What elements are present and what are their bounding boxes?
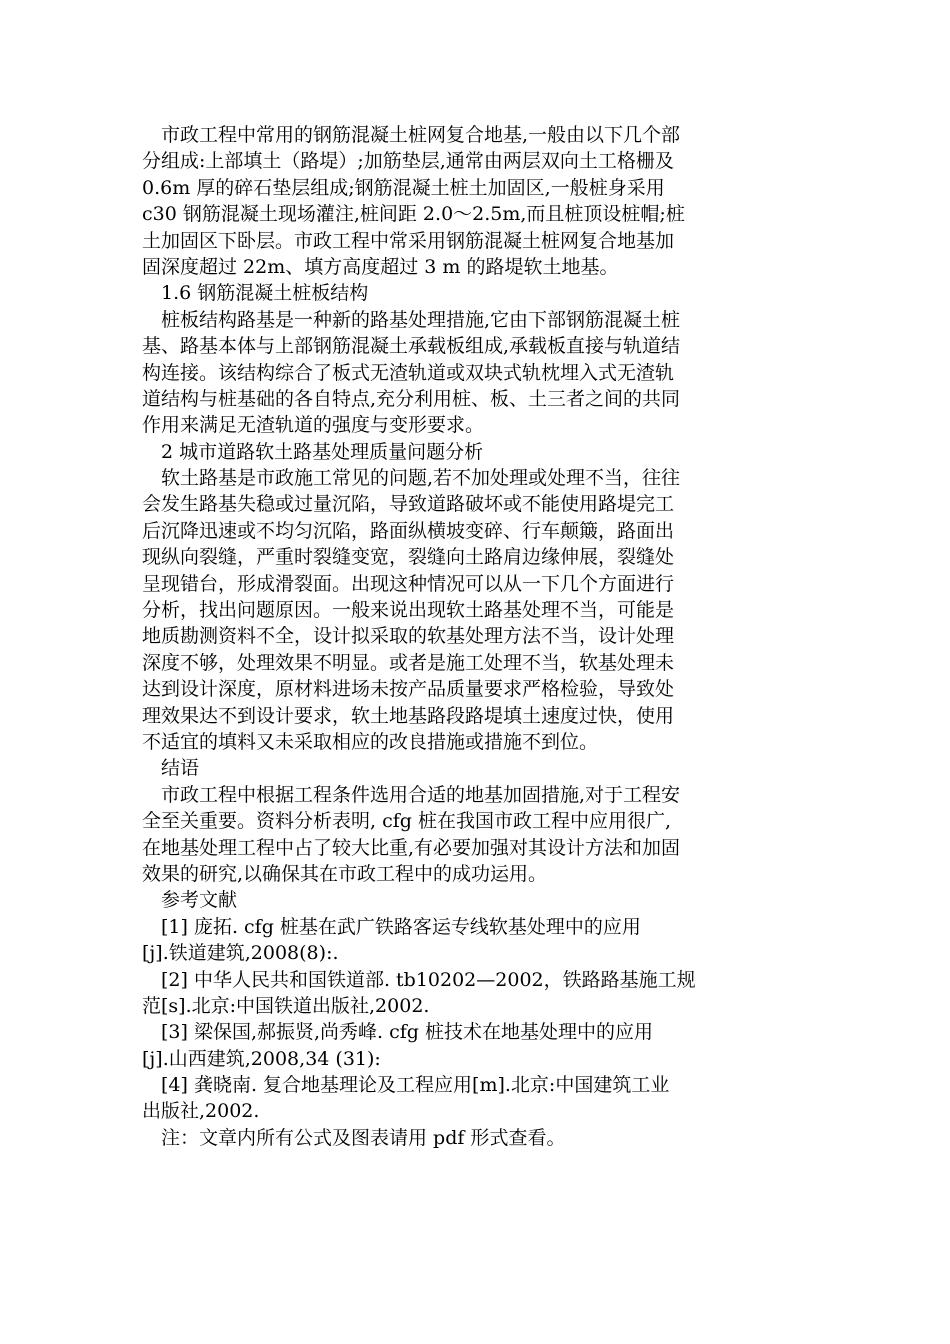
text-line: 市政工程中根据工程条件选用合适的地基加固措施,对于工程安	[142, 783, 681, 806]
text-line: 全至关重要。资料分析表明, cfg 桩在我国市政工程中应用很广,	[142, 810, 671, 833]
text-line: 会发生路基失稳或过量沉陷，导致道路破坏或不能使用路堤完工	[142, 493, 675, 516]
text-line: 市政工程中常用的钢筋混凝土桩网复合地基,一般由以下几个部	[142, 124, 681, 146]
section-heading: 2 城市道路软土路基处理质量问题分析	[142, 440, 484, 463]
reference-line: [4] 龚晓南. 复合地基理论及工程应用[m].北京:中国建筑工业	[142, 1074, 670, 1097]
text-line: 基、路基本体与上部钢筋混凝土承载板组成,承载板直接与轨道结	[142, 335, 681, 358]
reference-line: [1] 庞拓. cfg 桩基在武广铁路客运专线软基处理中的应用	[142, 915, 641, 938]
reference-line: 范[s].北京:中国铁道出版社,2002.	[142, 994, 430, 1017]
section-heading: 参考文献	[142, 889, 238, 912]
text-line: 理效果达不到设计要求，软土地基路段路堤填土速度过快，使用	[142, 704, 675, 727]
text-line: 分组成:上部填土（路堤）;加筋垫层,通常由两层双向土工格栅及	[142, 150, 674, 173]
text-line: 分析，找出问题原因。一般来说出现软土路基处理不当，可能是	[142, 599, 675, 622]
reference-line: [j].铁道建筑,2008(8):.	[142, 942, 339, 965]
text-line: 软土路基是市政施工常见的问题,若不加处理或处理不当，往往	[142, 467, 681, 490]
text-line: 达到设计深度，原材料进场未按产品质量要求严格检验，导致处	[142, 678, 675, 701]
text-line: c30 钢筋混凝土现场灌注,桩间距 2.0～2.5m,而且桩顶设桩帽;桩	[142, 203, 685, 226]
reference-line: [3] 梁保国,郝振贤,尚秀峰. cfg 桩技术在地基处理中的应用	[142, 1021, 653, 1044]
text-line: 0.6m 厚的碎石垫层组成;钢筋混凝土桩土加固区,一般桩身采用	[142, 176, 665, 199]
note-line: 注：文章内所有公式及图表请用 pdf 形式查看。	[142, 1126, 566, 1149]
section-heading: 1.6 钢筋混凝土桩板结构	[142, 282, 369, 305]
text-line: 作用来满足无渣轨道的强度与变形要求。	[142, 414, 485, 437]
text-line: 道结构与桩基础的各自特点,充分利用桩、板、土三者之间的共同	[142, 387, 681, 410]
text-line: 效果的研究,以确保其在市政工程中的成功运用。	[142, 862, 548, 885]
text-line: 呈现错台，形成滑裂面。出现这种情况可以从一下几个方面进行	[142, 572, 675, 595]
text-line: 土加固区下卧层。市政工程中常采用钢筋混凝土桩网复合地基加	[142, 229, 675, 252]
reference-line: 出版社,2002.	[142, 1100, 260, 1123]
reference-line: [2] 中华人民共和国铁道部. tb10202—2002，铁路路基施工规	[142, 968, 696, 991]
text-line: 现纵向裂缝，严重时裂缝变宽，裂缝向土路肩边缘伸展，裂缝处	[142, 546, 675, 569]
text-line: 构连接。该结构综合了板式无渣轨道或双块式轨枕埋入式无渣轨	[142, 361, 675, 384]
text-line: 在地基处理工程中占了较大比重,有必要加强对其设计方法和加固	[142, 836, 681, 859]
text-line: 固深度超过 22m、填方高度超过 3 m 的路堤软土地基。	[142, 255, 619, 278]
text-line: 不适宜的填料又未采取相应的改良措施或措施不到位。	[142, 730, 599, 753]
text-line: 后沉降迅速或不均匀沉陷，路面纵横坡变碎、行车颠簸，路面出	[142, 519, 675, 542]
reference-line: [j].山西建筑,2008,34 (31):	[142, 1047, 381, 1070]
text-line: 深度不够，处理效果不明显。或者是施工处理不当，软基处理未	[142, 651, 675, 674]
text-line: 桩板结构路基是一种新的路基处理措施,它由下部钢筋混凝土桩	[142, 308, 681, 331]
section-heading: 结语	[142, 757, 200, 780]
text-line: 地质勘测资料不全，设计拟采取的软基处理方法不当，设计处理	[142, 625, 675, 648]
document-body	[142, 122, 812, 1151]
